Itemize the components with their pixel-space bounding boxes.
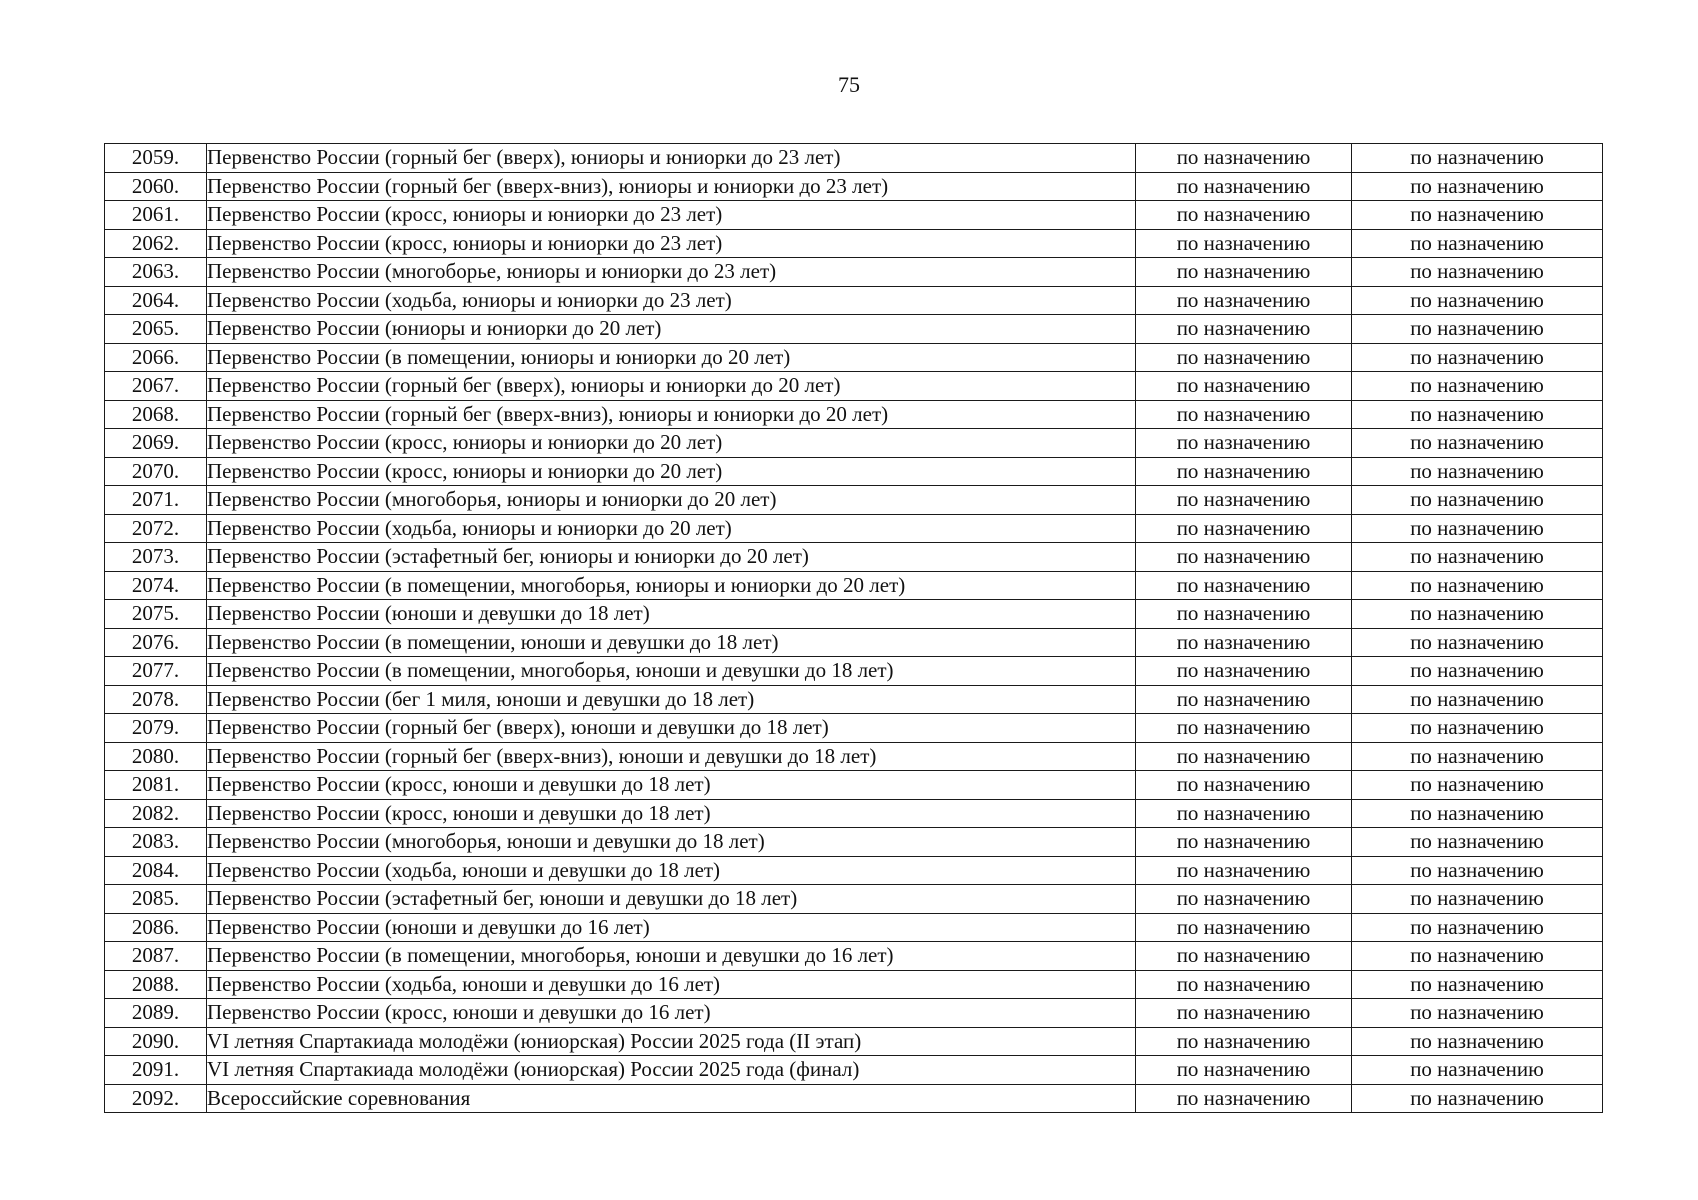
row-number-cell: 2082. <box>105 799 207 828</box>
event-name-cell: VI летняя Спартакиада молодёжи (юниорская) России 2025 года (II этап) <box>207 1027 1136 1056</box>
row-number-cell: 2075. <box>105 600 207 629</box>
event-place-cell: по назначению <box>1352 229 1603 258</box>
row-number-cell: 2067. <box>105 372 207 401</box>
table-row <box>105 229 1603 258</box>
event-place-cell: по назначению <box>1352 771 1603 800</box>
row-number-cell: 2061. <box>105 201 207 230</box>
event-name-cell: Первенство России (в помещении, многоборья, юноши и девушки до 18 лет) <box>207 657 1136 686</box>
event-place-cell: по назначению <box>1352 1027 1603 1056</box>
event-date-cell: по назначению <box>1136 799 1352 828</box>
event-name-cell: VI летняя Спартакиада молодёжи (юниорская) России 2025 года (финал) <box>207 1056 1136 1085</box>
event-place-cell: по назначению <box>1352 144 1603 173</box>
event-place-cell: по назначению <box>1352 514 1603 543</box>
row-number-cell: 2069. <box>105 429 207 458</box>
row-number-cell: 2091. <box>105 1056 207 1085</box>
event-name-cell: Первенство России (многоборья, юниоры и юниорки до 20 лет) <box>207 486 1136 515</box>
row-number-cell: 2084. <box>105 856 207 885</box>
table-row <box>105 600 1603 629</box>
table-row <box>105 400 1603 429</box>
row-number-cell: 2085. <box>105 885 207 914</box>
event-name-cell: Первенство России (юноши и девушки до 16 лет) <box>207 913 1136 942</box>
event-date-cell: по назначению <box>1136 771 1352 800</box>
event-date-cell: по назначению <box>1136 600 1352 629</box>
event-date-cell: по назначению <box>1136 885 1352 914</box>
event-date-cell: по назначению <box>1136 343 1352 372</box>
row-number-cell: 2079. <box>105 714 207 743</box>
event-place-cell: по назначению <box>1352 201 1603 230</box>
event-name-cell: Первенство России (в помещении, многоборья, юноши и девушки до 16 лет) <box>207 942 1136 971</box>
table-row <box>105 372 1603 401</box>
table-row <box>105 685 1603 714</box>
table-row <box>105 514 1603 543</box>
event-date-cell: по назначению <box>1136 172 1352 201</box>
row-number-cell: 2074. <box>105 571 207 600</box>
event-date-cell: по назначению <box>1136 144 1352 173</box>
table-row <box>105 258 1603 287</box>
event-place-cell: по назначению <box>1352 856 1603 885</box>
table-row <box>105 799 1603 828</box>
row-number-cell: 2087. <box>105 942 207 971</box>
event-date-cell: по назначению <box>1136 429 1352 458</box>
table-row <box>105 1056 1603 1085</box>
table-row <box>105 172 1603 201</box>
event-date-cell: по назначению <box>1136 258 1352 287</box>
event-name-cell: Первенство России (кросс, юниоры и юниорки до 23 лет) <box>207 229 1136 258</box>
event-date-cell: по назначению <box>1136 201 1352 230</box>
event-date-cell: по назначению <box>1136 970 1352 999</box>
row-number-cell: 2080. <box>105 742 207 771</box>
row-number-cell: 2063. <box>105 258 207 287</box>
event-name-cell: Первенство России (ходьба, юниоры и юниорки до 23 лет) <box>207 286 1136 315</box>
table-row <box>105 1027 1603 1056</box>
event-date-cell: по назначению <box>1136 543 1352 572</box>
event-place-cell: по назначению <box>1352 429 1603 458</box>
row-number-cell: 2071. <box>105 486 207 515</box>
event-name-cell: Первенство России (горный бег (вверх), юниоры и юниорки до 23 лет) <box>207 144 1136 173</box>
row-number-cell: 2086. <box>105 913 207 942</box>
table-row <box>105 486 1603 515</box>
table-row <box>105 571 1603 600</box>
event-place-cell: по назначению <box>1352 543 1603 572</box>
event-name-cell: Первенство России (горный бег (вверх-вниз), юниоры и юниорки до 23 лет) <box>207 172 1136 201</box>
event-place-cell: по назначению <box>1352 657 1603 686</box>
event-date-cell: по назначению <box>1136 400 1352 429</box>
table-row <box>105 343 1603 372</box>
event-date-cell: по назначению <box>1136 856 1352 885</box>
event-date-cell: по назначению <box>1136 742 1352 771</box>
event-place-cell: по назначению <box>1352 742 1603 771</box>
event-name-cell: Первенство России (кросс, юноши и девушки до 18 лет) <box>207 799 1136 828</box>
event-place-cell: по назначению <box>1352 571 1603 600</box>
event-name-cell: Первенство России (кросс, юноши и девушки до 18 лет) <box>207 771 1136 800</box>
event-place-cell: по назначению <box>1352 970 1603 999</box>
event-place-cell: по назначению <box>1352 1056 1603 1085</box>
row-number-cell: 2070. <box>105 457 207 486</box>
event-name-cell: Первенство России (кросс, юниоры и юниорки до 20 лет) <box>207 457 1136 486</box>
row-number-cell: 2081. <box>105 771 207 800</box>
event-date-cell: по назначению <box>1136 229 1352 258</box>
event-place-cell: по назначению <box>1352 999 1603 1028</box>
row-number-cell: 2092. <box>105 1084 207 1113</box>
event-place-cell: по назначению <box>1352 372 1603 401</box>
table-row <box>105 885 1603 914</box>
event-name-cell: Первенство России (ходьба, юноши и девушки до 16 лет) <box>207 970 1136 999</box>
event-name-cell: Первенство России (ходьба, юноши и девушки до 18 лет) <box>207 856 1136 885</box>
event-date-cell: по назначению <box>1136 571 1352 600</box>
event-date-cell: по назначению <box>1136 657 1352 686</box>
event-name-cell: Первенство России (эстафетный бег, юноши и девушки до 18 лет) <box>207 885 1136 914</box>
row-number-cell: 2068. <box>105 400 207 429</box>
table-row <box>105 742 1603 771</box>
event-place-cell: по назначению <box>1352 1084 1603 1113</box>
event-name-cell: Первенство России (многоборье, юниоры и юниорки до 23 лет) <box>207 258 1136 287</box>
event-name-cell: Первенство России (юниоры и юниорки до 20 лет) <box>207 315 1136 344</box>
events-table <box>104 143 1603 1113</box>
event-date-cell: по назначению <box>1136 913 1352 942</box>
event-name-cell: Первенство России (в помещении, юноши и девушки до 18 лет) <box>207 628 1136 657</box>
event-place-cell: по назначению <box>1352 172 1603 201</box>
event-date-cell: по назначению <box>1136 714 1352 743</box>
table-row <box>105 429 1603 458</box>
event-date-cell: по назначению <box>1136 315 1352 344</box>
events-table-body <box>105 144 1603 1113</box>
event-name-cell: Первенство России (эстафетный бег, юниоры и юниорки до 20 лет) <box>207 543 1136 572</box>
event-name-cell: Первенство России (ходьба, юниоры и юниорки до 20 лет) <box>207 514 1136 543</box>
row-number-cell: 2059. <box>105 144 207 173</box>
table-row <box>105 999 1603 1028</box>
event-name-cell: Всероссийские соревнования <box>207 1084 1136 1113</box>
table-row <box>105 828 1603 857</box>
row-number-cell: 2088. <box>105 970 207 999</box>
event-name-cell: Первенство России (кросс, юноши и девушки до 16 лет) <box>207 999 1136 1028</box>
row-number-cell: 2083. <box>105 828 207 857</box>
event-place-cell: по назначению <box>1352 600 1603 629</box>
table-row <box>105 771 1603 800</box>
row-number-cell: 2072. <box>105 514 207 543</box>
row-number-cell: 2078. <box>105 685 207 714</box>
event-date-cell: по назначению <box>1136 942 1352 971</box>
table-row <box>105 628 1603 657</box>
event-date-cell: по назначению <box>1136 685 1352 714</box>
row-number-cell: 2089. <box>105 999 207 1028</box>
table-row <box>105 543 1603 572</box>
event-date-cell: по назначению <box>1136 1027 1352 1056</box>
table-row <box>105 714 1603 743</box>
table-row <box>105 315 1603 344</box>
table-row <box>105 970 1603 999</box>
event-date-cell: по назначению <box>1136 999 1352 1028</box>
table-row <box>105 657 1603 686</box>
event-name-cell: Первенство России (горный бег (вверх), юниоры и юниорки до 20 лет) <box>207 372 1136 401</box>
row-number-cell: 2073. <box>105 543 207 572</box>
event-place-cell: по назначению <box>1352 685 1603 714</box>
event-place-cell: по назначению <box>1352 714 1603 743</box>
event-place-cell: по назначению <box>1352 799 1603 828</box>
page-number: 75 <box>838 72 860 97</box>
event-place-cell: по назначению <box>1352 315 1603 344</box>
event-place-cell: по назначению <box>1352 486 1603 515</box>
event-name-cell: Первенство России (бег 1 миля, юноши и девушки до 18 лет) <box>207 685 1136 714</box>
table-row <box>105 201 1603 230</box>
row-number-cell: 2077. <box>105 657 207 686</box>
event-place-cell: по назначению <box>1352 343 1603 372</box>
event-name-cell: Первенство России (кросс, юниоры и юниорки до 23 лет) <box>207 201 1136 230</box>
event-name-cell: Первенство России (многоборья, юноши и девушки до 18 лет) <box>207 828 1136 857</box>
event-date-cell: по назначению <box>1136 828 1352 857</box>
event-date-cell: по назначению <box>1136 628 1352 657</box>
event-place-cell: по назначению <box>1352 400 1603 429</box>
event-name-cell: Первенство России (в помещении, юниоры и юниорки до 20 лет) <box>207 343 1136 372</box>
event-name-cell: Первенство России (горный бег (вверх), юноши и девушки до 18 лет) <box>207 714 1136 743</box>
event-place-cell: по назначению <box>1352 258 1603 287</box>
event-date-cell: по назначению <box>1136 372 1352 401</box>
row-number-cell: 2065. <box>105 315 207 344</box>
row-number-cell: 2066. <box>105 343 207 372</box>
event-name-cell: Первенство России (горный бег (вверх-вниз), юноши и девушки до 18 лет) <box>207 742 1136 771</box>
event-date-cell: по назначению <box>1136 1056 1352 1085</box>
event-date-cell: по назначению <box>1136 514 1352 543</box>
row-number-cell: 2064. <box>105 286 207 315</box>
row-number-cell: 2076. <box>105 628 207 657</box>
event-name-cell: Первенство России (кросс, юниоры и юниорки до 20 лет) <box>207 429 1136 458</box>
table-row <box>105 913 1603 942</box>
row-number-cell: 2060. <box>105 172 207 201</box>
table-row <box>105 856 1603 885</box>
event-place-cell: по назначению <box>1352 628 1603 657</box>
table-row <box>105 942 1603 971</box>
event-place-cell: по назначению <box>1352 913 1603 942</box>
table-row <box>105 144 1603 173</box>
row-number-cell: 2062. <box>105 229 207 258</box>
event-name-cell: Первенство России (юноши и девушки до 18 лет) <box>207 600 1136 629</box>
event-place-cell: по назначению <box>1352 942 1603 971</box>
event-date-cell: по назначению <box>1136 286 1352 315</box>
table-row <box>105 1084 1603 1113</box>
table-row <box>105 457 1603 486</box>
event-place-cell: по назначению <box>1352 828 1603 857</box>
event-name-cell: Первенство России (в помещении, многоборья, юниоры и юниорки до 20 лет) <box>207 571 1136 600</box>
event-date-cell: по назначению <box>1136 486 1352 515</box>
row-number-cell: 2090. <box>105 1027 207 1056</box>
event-place-cell: по назначению <box>1352 885 1603 914</box>
event-name-cell: Первенство России (горный бег (вверх-вниз), юниоры и юниорки до 20 лет) <box>207 400 1136 429</box>
event-place-cell: по назначению <box>1352 286 1603 315</box>
event-date-cell: по назначению <box>1136 1084 1352 1113</box>
event-place-cell: по назначению <box>1352 457 1603 486</box>
table-row <box>105 286 1603 315</box>
event-date-cell: по назначению <box>1136 457 1352 486</box>
